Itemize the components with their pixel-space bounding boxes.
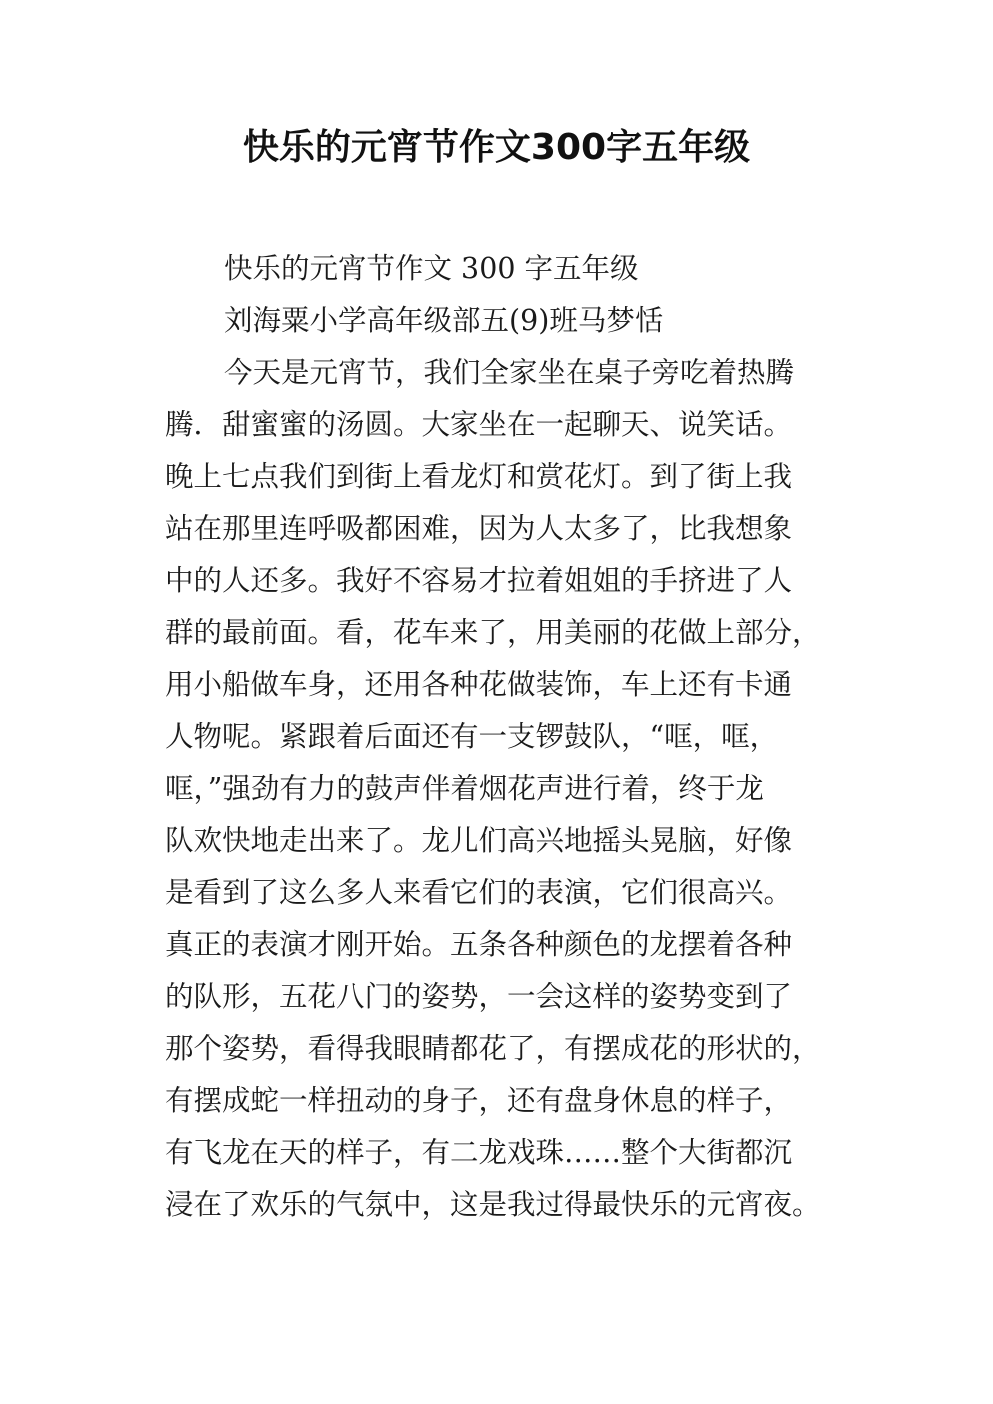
body-line: 哐，”强劲有力的鼓声伴着烟花声进行着，终于龙 [165,772,764,805]
document-title: 快乐的元宵节作文300字五年级 [242,127,751,168]
body-line: 用小船做车身，还用各种花做装饰，车上还有卡通 [165,668,793,701]
body-line: 腾．甜蜜蜜的汤圆。大家坐在一起聊天、说笑话。 [165,408,793,441]
body-line: 站在那里连呼吸都困难，因为人太多了，比我想象 [165,512,793,545]
body-line: 浸在了欢乐的气氛中，这是我过得最快乐的元宵夜。 [165,1188,821,1221]
body-line: 人物呢。紧跟着后面还有一支锣鼓队，“哐，哐， [165,720,779,753]
body-line: 群的最前面。看，花车来了，用美丽的花做上部分， [165,616,821,649]
body-line: 真正的表演才刚开始。五条各种颜色的龙摆着各种 [165,928,793,961]
essay-subtitle: 快乐的元宵节作文 300 字五年级 [224,252,639,285]
body-line: 今天是元宵节，我们全家坐在桌子旁吃着热腾 [224,356,795,389]
body-line: 有摆成蛇一样扭动的身子，还有盘身休息的样子， [165,1084,793,1117]
body-line: 是看到了这么多人来看它们的表演，它们很高兴。 [165,876,793,909]
body-line: 队欢快地走出来了。龙儿们高兴地摇头晃脑，好像 [165,824,793,857]
body-line: 有飞龙在天的样子，有二龙戏珠……整个大街都沉 [165,1136,793,1169]
body-line: 晚上七点我们到街上看龙灯和赏花灯。到了街上我 [165,460,793,493]
author-line: 刘海粟小学高年级部五(9)班马梦恬 [224,304,664,337]
body-line: 那个姿势，看得我眼睛都花了，有摆成花的形状的， [165,1032,821,1065]
body-line: 中的人还多。我好不容易才拉着姐姐的手挤进了人 [165,564,793,597]
body-line: 的队形，五花八门的姿势，一会这样的姿势变到了 [165,980,793,1013]
